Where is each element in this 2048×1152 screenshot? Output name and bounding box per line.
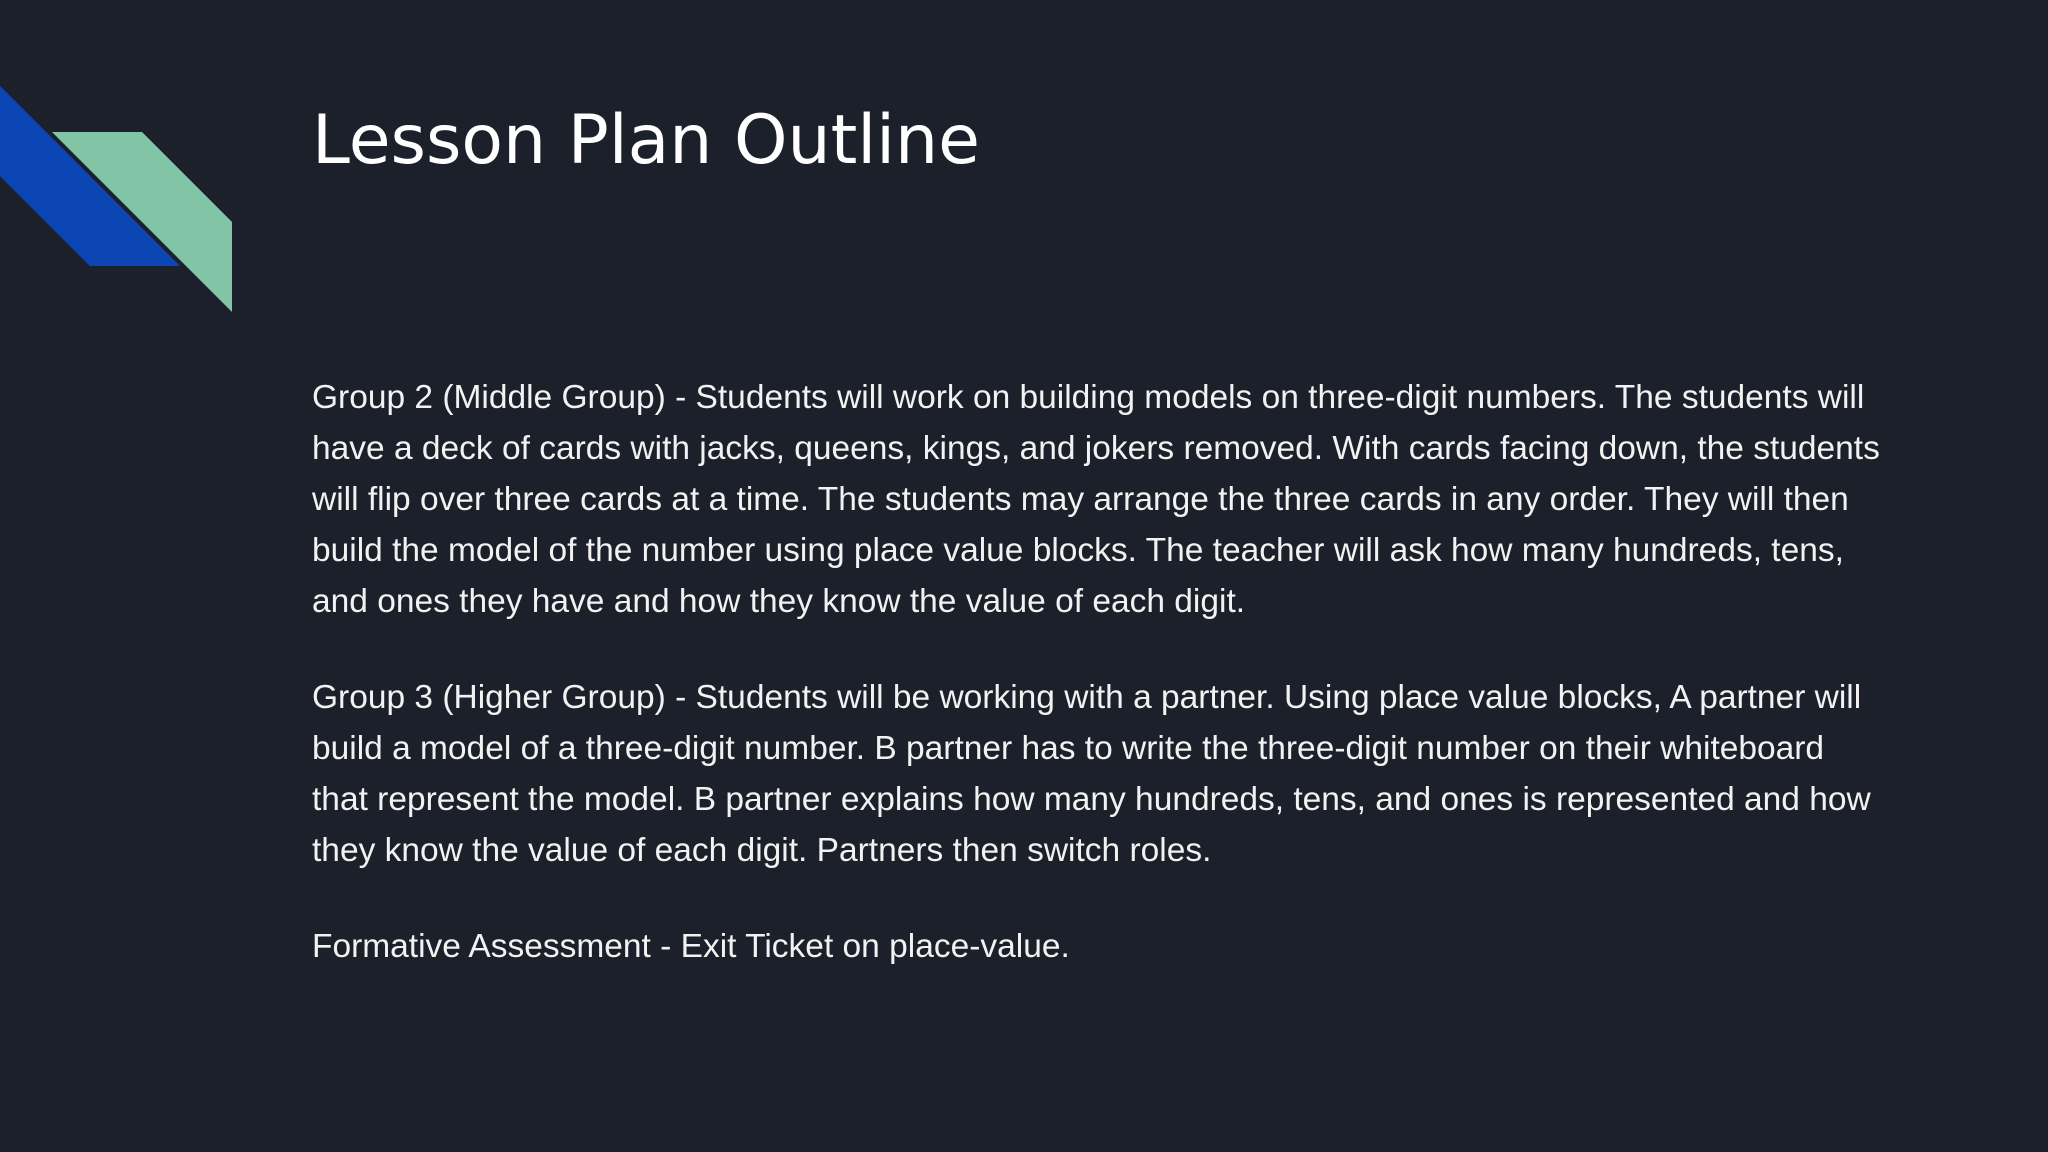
- paragraph-group-2: Group 2 (Middle Group) - Students will work on building models on three-digit numbers. The students will have a deck of cards with jacks, queens, kings, and jokers removed. With cards facing down, the students will flip over three cards at a time. The students may arrange the three cards in any order. They will then build the model of the number using place value blocks. The teacher will ask how many hundreds, tens, and ones they have and how they know the value of each digit.: [312, 379, 1880, 620]
- paragraph-formative-assessment: Formative Assessment - Exit Ticket on place-value.: [312, 928, 1070, 965]
- slide-title: Lesson Plan Outline: [312, 101, 980, 180]
- paragraph-group-3: Group 3 (Higher Group) - Students will be working with a partner. Using place value blocks, A partner will build a model of a three-digit number. B partner has to write the three-digit number on their whiteboard that represent the model. B partner explains how many hundreds, tens, and ones is represented and how they know the value of each digit. Partners then switch roles.: [312, 679, 1871, 869]
- corner-chevron-decoration: [0, 0, 240, 320]
- slide-body: [312, 372, 1882, 972]
